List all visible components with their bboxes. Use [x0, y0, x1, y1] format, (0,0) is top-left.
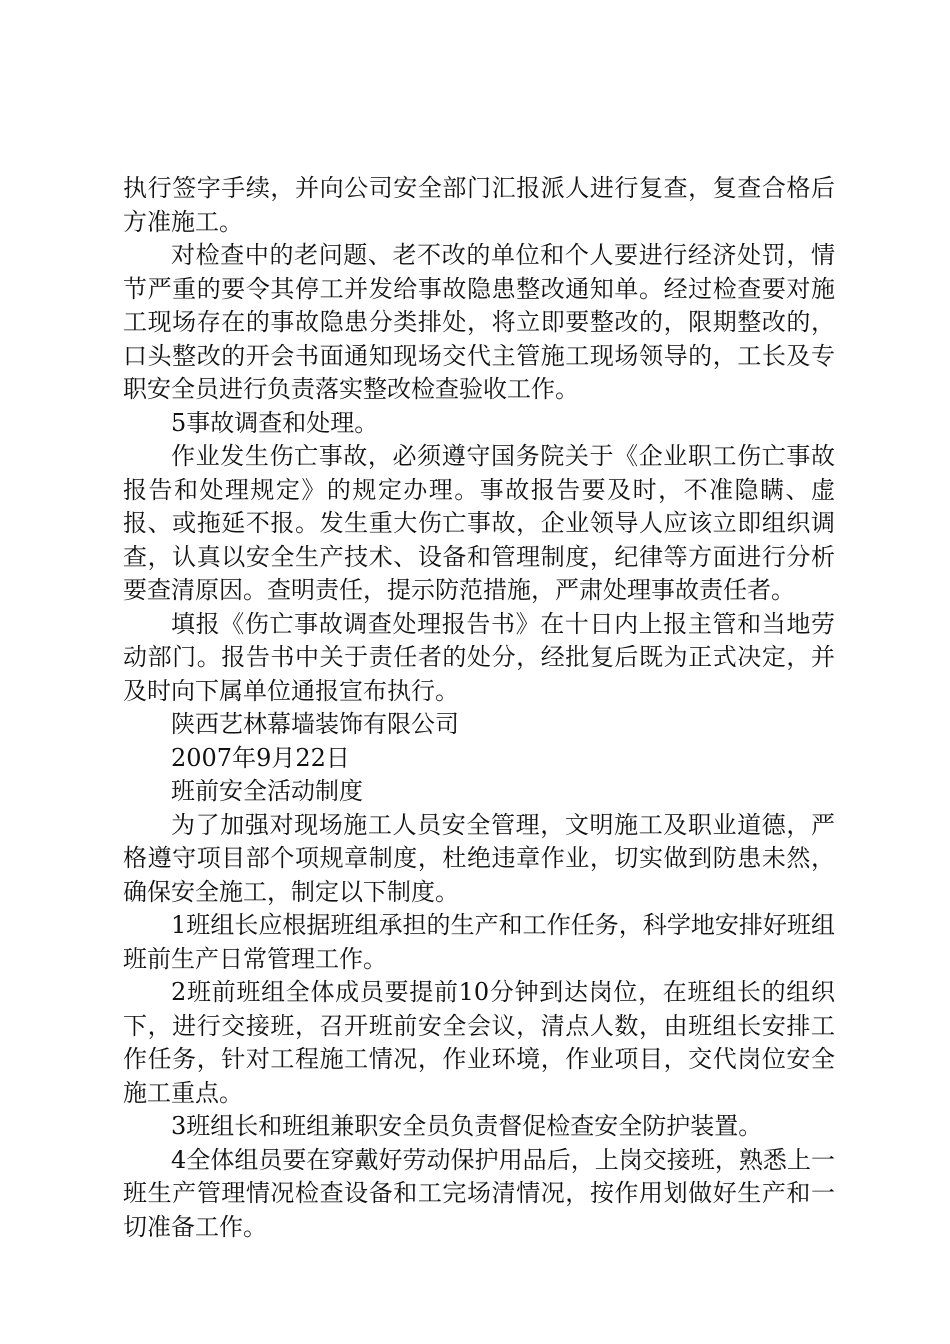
document-page [123, 172, 835, 1244]
paragraph: 为了加强对现场施工人员安全管理，文明施工及职业道德，严格遵守项目部个项规章制度，杜绝违章作业，切实做到防患未然，确保安全施工，制定以下制度。 [123, 810, 835, 906]
paragraph: 对检查中的老问题、老不改的单位和个人要进行经济处罚，情节严重的要令其停工并发给事故隐患整改通知单。经过检查要对施工现场存在的事故隐患分类排处，将立即要整改的，限期整改的，口头整改的开会书面通知现场交代主管施工现场领导的，工长及专职安全员进行负责落实整改检查验收工作。 [123, 241, 835, 403]
company-name: 陕西艺林幕墙装饰有限公司 [171, 710, 459, 738]
rule-item: 4全体组员要在穿戴好劳动保护用品后，上岗交接班，熟悉上一班生产管理情况检查设备和工完场清情况，按作用划做好生产和一切准备工作。 [123, 1145, 835, 1241]
rule-item: 1班组长应根据班组承担的生产和工作任务，科学地安排好班组班前生产日常管理工作。 [123, 911, 835, 973]
section-heading: 5事故调查和处理。 [171, 408, 379, 437]
section-title: 班前安全活动制度 [171, 777, 363, 805]
paragraph: 填报《伤亡事故调查处理报告书》在十日内上报主管和当地劳动部门。报告书中关于责任者的处分，经批复后既为正式决定，并及时向下属单位通报宣布执行。 [123, 609, 835, 705]
paragraph: 作业发生伤亡事故，必须遵守国务院关于《企业职工伤亡事故报告和处理规定》的规定办理。事故报告要及时，不准隐瞒、虚报、或拖延不报。发生重大伤亡事故，企业领导人应该立即组织调查，认真以安全生产技术、设备和管理制度，纪律等方面进行分析要查清原因。查明责任，提示防范措施，严肃处理事故责任者。 [123, 442, 835, 604]
document-date: 2007年9月22日 [171, 743, 350, 772]
rule-item: 3班组长和班组兼职安全员负责督促检查安全防护装置。 [171, 1112, 763, 1140]
rule-item: 2班前班组全体成员要提前10分钟到达岗位，在班组长的组织下，进行交接班，召开班前安全会议，清点人数，由班组长安排工作任务，针对工程施工情况，作业环境，作业项目，交代岗位安全施工重点。 [123, 978, 835, 1107]
paragraph: 执行签字手续，并向公司安全部门汇报派人进行复查，复查合格后方准施工。 [123, 174, 835, 236]
